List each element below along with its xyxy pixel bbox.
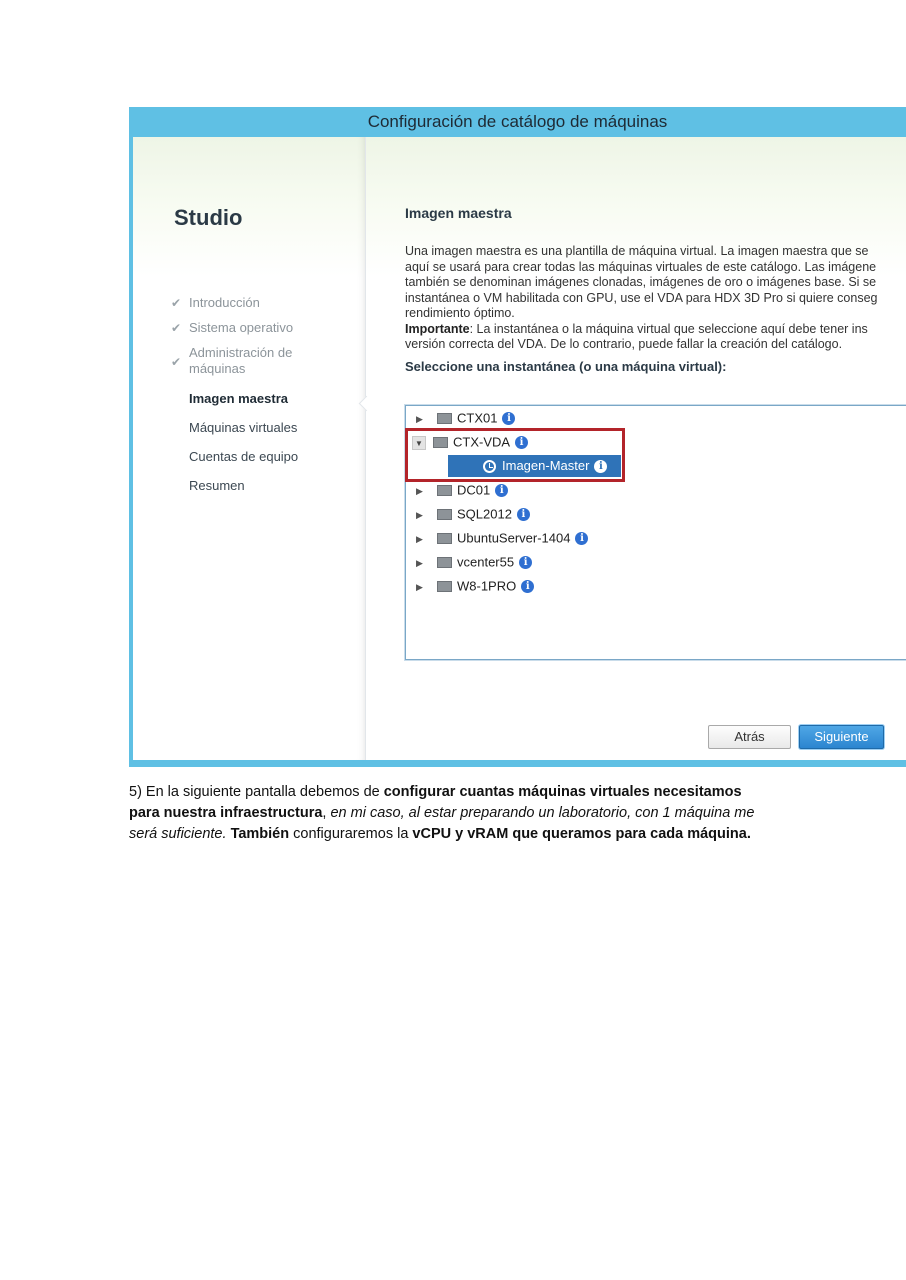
expand-arrow-icon[interactable]: ▶: [416, 533, 423, 544]
tree-node-label: UbuntuServer-1404: [457, 530, 571, 546]
important-text: : La instantánea o la máquina virtual que seleccione aquí debe tener ins: [469, 321, 868, 336]
expand-arrow-icon[interactable]: ▶: [416, 581, 423, 592]
check-icon: ✔: [171, 355, 182, 369]
step-label: Máquinas virtuales: [189, 420, 298, 435]
step-introduccion[interactable]: [171, 295, 361, 311]
step-label: Sistema operativo: [189, 320, 294, 335]
caption-italic: en mi caso, al estar preparando un laboratorio, con 1 máquina me será suficiente.: [129, 805, 755, 842]
tree-node-sql2012[interactable]: [416, 504, 530, 524]
tree-node-vcenter55[interactable]: [416, 552, 532, 572]
step-maquinas-virtuales[interactable]: [171, 420, 361, 436]
tree-node-label: vcenter55: [457, 554, 515, 570]
important-line: versión correcta del VDA. De lo contrario, puede fallar la creación del catálogo.: [405, 337, 843, 351]
step-label: Introducción: [189, 295, 260, 310]
important-label: Importante: [405, 321, 470, 336]
next-button[interactable]: Siguiente: [799, 725, 884, 749]
info-icon[interactable]: i: [515, 436, 528, 449]
expand-arrow-icon[interactable]: ▶: [416, 557, 423, 568]
tree-node-w8-1pro[interactable]: [416, 576, 534, 596]
snapshot-tree[interactable]: [405, 405, 906, 660]
important-line: [405, 322, 906, 338]
caption-text: configuraremos la: [289, 826, 413, 842]
window-title: Configuración de catálogo de máquinas: [367, 112, 668, 131]
step-cuentas-de-equipo[interactable]: [171, 449, 361, 465]
step-resumen[interactable]: [171, 478, 361, 494]
caption-text: 5) En la siguiente pantalla debemos de: [129, 784, 384, 800]
info-icon[interactable]: i: [517, 508, 530, 521]
tree-node-label: CTX01: [457, 410, 498, 426]
wizard-client-area: [133, 137, 906, 760]
description-line: aquí se usará para crear todas las máquinas virtuales de este catálogo. Las imágene: [405, 259, 877, 274]
expand-arrow-icon[interactable]: ▶: [416, 485, 423, 496]
snapshot-clock-icon: [483, 460, 496, 473]
back-button[interactable]: Atrás: [708, 725, 791, 749]
info-icon[interactable]: i: [502, 412, 515, 425]
info-icon[interactable]: i: [575, 532, 588, 545]
page-title: Imagen maestra: [405, 205, 512, 221]
tree-node-label: DC01: [457, 482, 491, 498]
description-line: instantánea o VM habilitada con GPU, use el VDA para HDX 3D Pro si quiere conseg: [405, 290, 878, 305]
vm-icon: [433, 437, 448, 448]
tree-node-label: Imagen-Master: [502, 458, 590, 473]
tree-node-imagen-master[interactable]: [448, 455, 621, 477]
tree-node-dc01[interactable]: [416, 480, 508, 500]
step-label: Imagen maestra: [189, 391, 288, 406]
caption-text: ,: [322, 805, 331, 821]
description-line: Una imagen maestra es una plantilla de máquina virtual. La imagen maestra que se: [405, 244, 869, 258]
step-label: Resumen: [189, 478, 245, 493]
select-label: Seleccione una instantánea (o una máquina virtual):: [405, 358, 727, 374]
info-icon[interactable]: i: [594, 460, 607, 473]
wizard-steps: [171, 295, 361, 503]
tree-node-label: CTX-VDA: [453, 434, 511, 450]
vm-icon: [437, 581, 452, 592]
tree-node-label: SQL2012: [457, 506, 512, 522]
tree-node-label: W8-1PRO: [457, 578, 517, 594]
info-icon[interactable]: i: [495, 484, 508, 497]
vm-icon: [437, 533, 452, 544]
tree-node-ctx01[interactable]: [416, 408, 515, 428]
caption-bold: configurar cuantas máquinas virtuales necesitamos para nuestra infraestructura: [129, 784, 742, 821]
step-label: Administración de máquinas: [189, 345, 293, 376]
tree-node-ubuntuserver-1404[interactable]: [416, 528, 588, 548]
caption-bold: vCPU y vRAM que queramos para cada máquina.: [412, 826, 751, 842]
wizard-screenshot: [129, 107, 906, 767]
step-sistema-operativo[interactable]: [171, 320, 361, 336]
info-icon[interactable]: i: [521, 580, 534, 593]
vm-icon: [437, 413, 452, 424]
caption-bold: También: [230, 826, 290, 842]
sidebar: [133, 137, 366, 760]
caption-paragraph: [129, 782, 769, 845]
expand-arrow-icon[interactable]: ▶: [416, 509, 423, 520]
description-line: también se denominan imágenes clonadas, imágenes de oro o imágenes base. Si se: [405, 275, 877, 289]
vm-icon: [437, 557, 452, 568]
check-icon: ✔: [171, 296, 182, 310]
info-icon[interactable]: i: [519, 556, 532, 569]
check-icon: ✔: [171, 321, 182, 335]
main-content: [405, 205, 906, 374]
vm-icon: [437, 509, 452, 520]
step-administracion-de-maquinas[interactable]: [171, 345, 309, 377]
step-label: Cuentas de equipo: [189, 449, 299, 464]
studio-title: Studio: [174, 205, 243, 230]
step-imagen-maestra[interactable]: [171, 391, 361, 407]
vm-icon: [437, 485, 452, 496]
description-line: rendimiento óptimo.: [405, 306, 515, 320]
tree-node-ctx-vda[interactable]: [412, 432, 528, 452]
description: [405, 244, 906, 353]
collapse-arrow-icon[interactable]: ▼: [412, 436, 426, 450]
expand-arrow-icon[interactable]: ▶: [416, 413, 423, 424]
